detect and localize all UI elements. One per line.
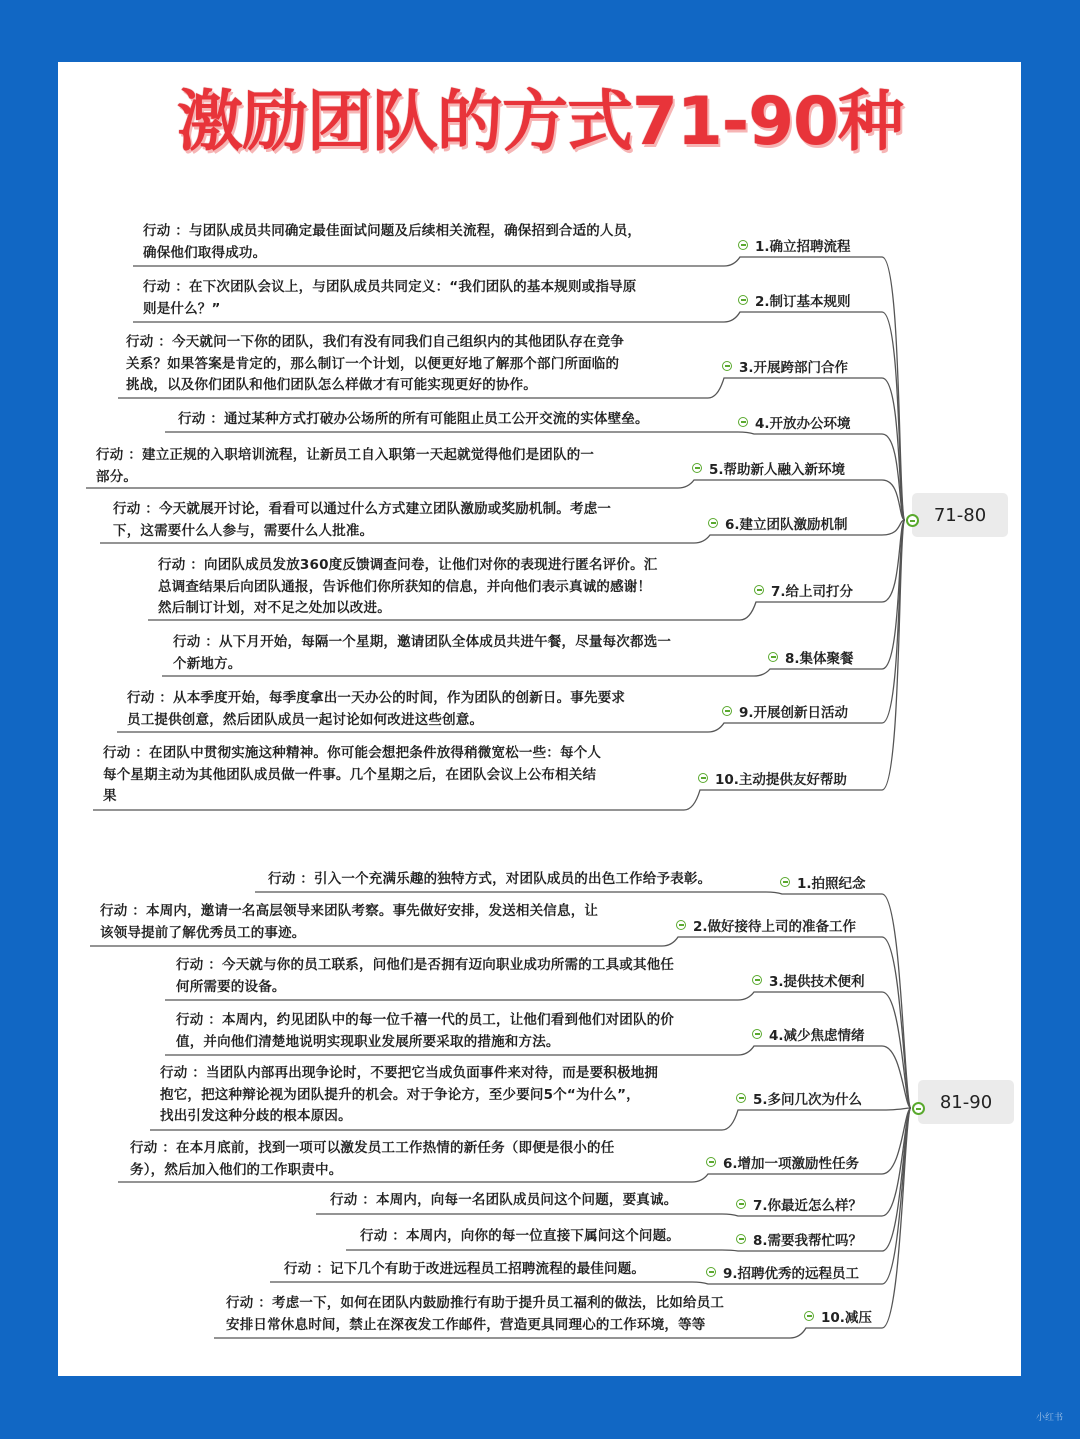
branch-node-label: 8.需要我帮忙吗？ xyxy=(753,1233,863,1249)
branch-node-label: 5.帮助新人融入新环境 xyxy=(709,462,846,478)
action-text: 行动 ：今天就问一下你的团队，我们有没有同我们自己组织内的其他团队存在竞争 关系？如果答案是肯定的，那么制订一个计划，以便更好地了解那个部门所面临的 挑战，以及你们团队和他们团队怎么样做才有可能实现更好的协作。 xyxy=(126,334,625,393)
branch-node[interactable] xyxy=(780,872,866,892)
action-text: 行动 ：通过某种方式打破办公场所的所有可能阻止员工公开交流的实体壁垒。 xyxy=(178,411,649,427)
branch-node[interactable] xyxy=(738,235,851,255)
branch-node[interactable] xyxy=(736,1088,862,1108)
collapse-icon[interactable] xyxy=(738,240,748,250)
branch-node[interactable] xyxy=(736,1229,862,1249)
branch-node-label: 9.招聘优秀的远程员工 xyxy=(723,1266,860,1282)
branch-node-label: 1.拍照纪念 xyxy=(797,876,866,892)
collapse-icon[interactable] xyxy=(722,706,732,716)
branch-node-label: 1.确立招聘流程 xyxy=(755,239,851,255)
branch-node[interactable] xyxy=(708,513,848,533)
hub-collapse-icon[interactable] xyxy=(912,1102,925,1115)
branch-node[interactable] xyxy=(736,1194,862,1214)
branch-node-label: 7.给上司打分 xyxy=(771,584,854,600)
collapse-icon[interactable] xyxy=(738,295,748,305)
action-text: 行动 ：记下几个有助于改进远程员工招聘流程的最佳问题。 xyxy=(284,1261,646,1277)
branch-node[interactable] xyxy=(698,768,847,788)
collapse-icon[interactable] xyxy=(768,652,778,662)
branch-node-label: 4.开放办公环境 xyxy=(755,416,851,432)
branch-node-label: 9.开展创新日活动 xyxy=(739,705,849,721)
branch-node[interactable] xyxy=(722,701,848,721)
branch-node[interactable] xyxy=(752,1024,865,1044)
branch-node[interactable] xyxy=(804,1306,872,1326)
collapse-icon[interactable] xyxy=(736,1234,746,1244)
branch-node-label: 3.提供技术便利 xyxy=(769,974,865,990)
action-text: 行动 ：本周内，向你的每一位直接下属问这个问题。 xyxy=(360,1228,680,1244)
branch-node[interactable] xyxy=(692,458,845,478)
branch-node[interactable] xyxy=(768,647,854,667)
branch-node[interactable] xyxy=(752,970,865,990)
page-title: 激励团队的方式71-90种 xyxy=(176,83,904,160)
branch-node[interactable] xyxy=(706,1152,859,1172)
action-text: 行动 ：引入一个充满乐趣的独特方式，对团队成员的出色工作给予表彰。 xyxy=(268,871,712,887)
collapse-icon[interactable] xyxy=(706,1267,716,1277)
action-text: 行动 ：本周内，邀请一名高层领导来团队考察。事先做好安排，发送相关信息，让 该领导提前了解优秀员工的事迹。 xyxy=(100,903,599,941)
action-text: 行动 ：在团队中贯彻实施这种精神。你可能会想把条件放得稍微宽松一些：每个人 每个星期主动为其他团队成员做一件事。几个星期之后，在团队会议上公布相关结 果 xyxy=(103,745,602,804)
collapse-icon[interactable] xyxy=(752,1029,762,1039)
collapse-icon[interactable] xyxy=(736,1199,746,1209)
collapse-icon[interactable] xyxy=(676,920,686,930)
branch-node-label: 2.制订基本规则 xyxy=(755,294,851,310)
action-text: 行动 ：从本季度开始，每季度拿出一天办公的时间，作为团队的创新日。事先要求 员工提供创意，然后团队成员一起讨论如何改进这些创意。 xyxy=(127,690,626,728)
action-text: 行动 ：当团队内部再出现争论时，不要把它当成负面事件来对待，而是要积极地拥 抱它，把这种辩论视为团队提升的机会。对于争论方，至少要问5个“为什么”， 找出引发这种分歧的根本原因。 xyxy=(160,1065,659,1124)
action-text: 行动 ：今天就展开讨论，看看可以通过什么方式建立团队激励或奖励机制。考虑一 下，这需要什么人参与，需要什么人批准。 xyxy=(113,501,612,539)
branch-node[interactable] xyxy=(738,412,851,432)
collapse-icon[interactable] xyxy=(706,1157,716,1167)
branch-node[interactable] xyxy=(706,1262,859,1282)
branch-node[interactable] xyxy=(738,290,851,310)
collapse-icon[interactable] xyxy=(722,361,732,371)
collapse-icon[interactable] xyxy=(780,877,790,887)
action-text: 行动 ：在本月底前，找到一项可以激发员工工作热情的新任务（即便是很小的任 务），然后加入他们的工作职责中。 xyxy=(130,1140,615,1178)
action-text: 行动 ：考虑一下，如何在团队内鼓励推行有助于提升员工福利的做法，比如给员工 安排日常休息时间，禁止在深夜发工作邮件，营造更具同理心的工作环境，等等 xyxy=(226,1295,725,1333)
branch-node-label: 2.做好接待上司的准备工作 xyxy=(693,919,857,935)
branch-node[interactable] xyxy=(722,356,848,376)
action-text: 行动 ：向团队成员发放360度反馈调查问卷，让他们对你的表现进行匿名评价。汇 总调查结果后向团队通报，告诉他们你所获知的信息，并向他们表示真诚的感谢！ 然后制订计划，对不足之处加以改进。 xyxy=(158,557,658,616)
collapse-icon[interactable] xyxy=(754,585,764,595)
action-text: 行动 ：建立正规的入职培训流程，让新员工自入职第一天起就觉得他们是团队的一 部分。 xyxy=(96,447,595,485)
action-text: 行动 ：与团队成员共同确定最佳面试问题及后续相关流程，确保招到合适的人员， 确保他们取得成功。 xyxy=(143,223,642,261)
collapse-icon[interactable] xyxy=(708,518,718,528)
collapse-icon[interactable] xyxy=(752,975,762,985)
watermark: 小红书 xyxy=(1036,1413,1064,1423)
collapse-icon[interactable] xyxy=(692,463,702,473)
collapse-icon[interactable] xyxy=(804,1311,814,1321)
branch-node-label: 3.开展跨部门合作 xyxy=(739,360,849,376)
collapse-icon[interactable] xyxy=(736,1093,746,1103)
action-text: 行动 ：今天就与你的员工联系，问他们是否拥有迈向职业成功所需的工具或其他任 何所需要的设备。 xyxy=(176,957,675,995)
branch-node-label: 7.你最近怎么样？ xyxy=(753,1198,863,1214)
hub-node[interactable]: 71-80 xyxy=(912,493,1008,537)
branch-node-label: 6.建立团队激励机制 xyxy=(725,517,848,533)
branch-node-label: 6.增加一项激励性任务 xyxy=(723,1156,860,1172)
branch-node-label: 8.集体聚餐 xyxy=(785,651,854,667)
collapse-icon[interactable] xyxy=(698,773,708,783)
branch-node-label: 10.主动提供友好帮助 xyxy=(715,772,847,788)
branch-node-label: 5.多问几次为什么 xyxy=(753,1092,863,1108)
action-text: 行动 ：在下次团队会议上，与团队成员共同定义：“我们团队的基本规则或指导原 则是什么？” xyxy=(143,279,637,317)
collapse-icon[interactable] xyxy=(738,417,748,427)
action-text: 行动 ：从下月开始，每隔一个星期，邀请团队全体成员共进午餐，尽量每次都选一 个新地方。 xyxy=(173,634,672,672)
hub-node[interactable]: 81-90 xyxy=(918,1080,1014,1124)
branch-node[interactable] xyxy=(754,580,853,600)
branch-node-label: 4.减少焦虑情绪 xyxy=(769,1028,865,1044)
branch-node-label: 10.减压 xyxy=(821,1310,872,1326)
hub-collapse-icon[interactable] xyxy=(906,514,919,527)
action-text: 行动 ：本周内，向每一名团队成员问这个问题，要真诚。 xyxy=(330,1192,678,1208)
action-text: 行动 ：本周内，约见团队中的每一位千禧一代的员工，让他们看到他们对团队的价 值，并向他们清楚地说明实现职业发展所要采取的措施和方法。 xyxy=(176,1012,675,1050)
branch-node[interactable] xyxy=(676,915,856,935)
